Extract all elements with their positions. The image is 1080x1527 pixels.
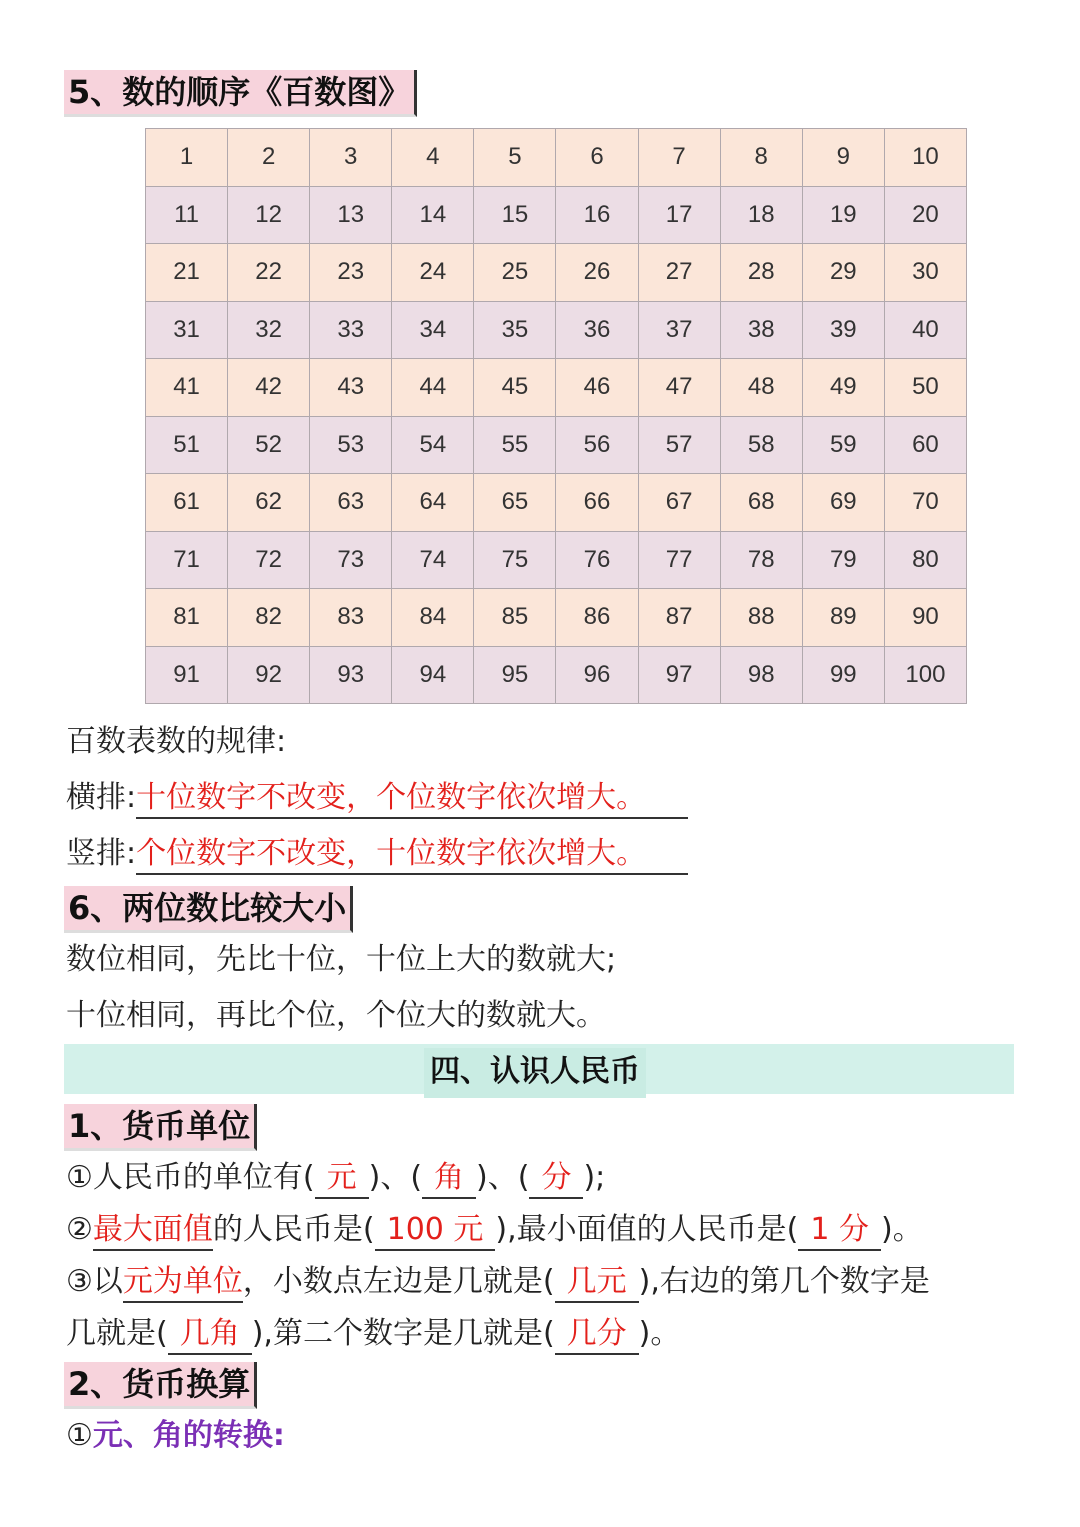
rule-col-label: 竖排:: [66, 836, 137, 871]
q3-mid-3: ),第二个数字是几就是(: [251, 1316, 555, 1351]
conversion-item-1-num: ①: [66, 1418, 93, 1453]
chart-cell: 98: [720, 646, 802, 704]
chart-cell: 55: [474, 416, 556, 474]
chart-cell: 22: [228, 244, 310, 302]
chart-cell: 53: [310, 416, 392, 474]
money-units-heading: 1、货币单位: [64, 1104, 257, 1151]
chart-row: [146, 359, 967, 417]
chart-cell: 8: [720, 129, 802, 187]
chart-row: [146, 129, 967, 187]
chart-cell: 66: [556, 474, 638, 532]
conversion-item-1: [66, 1416, 285, 1456]
chart-cell: 34: [392, 301, 474, 359]
chart-row: [146, 589, 967, 647]
q3-num: ③以: [66, 1264, 123, 1299]
chart-cell: 36: [556, 301, 638, 359]
chart-cell: 95: [474, 646, 556, 704]
chart-cell: 29: [802, 244, 884, 302]
chart-cell: 84: [392, 589, 474, 647]
hundred-chart: [145, 128, 967, 704]
chart-cell: 28: [720, 244, 802, 302]
chart-cell: 61: [146, 474, 228, 532]
chart-cell: 88: [720, 589, 802, 647]
q1-prefix: ①人民币的单位有(: [66, 1160, 315, 1195]
chart-cell: 77: [638, 531, 720, 589]
rule-col: [66, 834, 688, 875]
chart-cell: 10: [884, 129, 966, 187]
chart-cell: 63: [310, 474, 392, 532]
chart-cell: 56: [556, 416, 638, 474]
chart-cell: 27: [638, 244, 720, 302]
chart-row: [146, 416, 967, 474]
chart-cell: 94: [392, 646, 474, 704]
money-conversion-heading: 2、货币换算: [64, 1362, 257, 1409]
chart-cell: 13: [310, 186, 392, 244]
chart-row: [146, 474, 967, 532]
q1-end: );: [583, 1160, 606, 1195]
chart-cell: 99: [802, 646, 884, 704]
q3-mid-2: ),右边的第几个数字是: [638, 1264, 930, 1299]
q2-answer-max: 100 元: [375, 1211, 496, 1251]
units-q1: [66, 1158, 605, 1199]
chart-cell: 15: [474, 186, 556, 244]
rules-intro: 百数表数的规律:: [66, 724, 287, 759]
chart-cell: 38: [720, 301, 802, 359]
q2-mid: 的人民币是(: [212, 1212, 375, 1247]
q2-end: )。: [881, 1212, 923, 1247]
chart-cell: 41: [146, 359, 228, 417]
chart-cell: 30: [884, 244, 966, 302]
chart-row: [146, 646, 967, 704]
chart-cell: 32: [228, 301, 310, 359]
chart-cell: 93: [310, 646, 392, 704]
chart-cell: 68: [720, 474, 802, 532]
chart-cell: 40: [884, 301, 966, 359]
chart-cell: 50: [884, 359, 966, 417]
chart-cell: 26: [556, 244, 638, 302]
chart-cell: 70: [884, 474, 966, 532]
chart-cell: 54: [392, 416, 474, 474]
chart-cell: 49: [802, 359, 884, 417]
rule-row-text: 十位数字不改变，个位数字依次增大。: [136, 779, 688, 819]
chart-cell: 80: [884, 531, 966, 589]
chart-cell: 91: [146, 646, 228, 704]
chart-cell: 67: [638, 474, 720, 532]
rule-row: [66, 778, 688, 819]
chart-cell: 97: [638, 646, 720, 704]
chart-cell: 33: [310, 301, 392, 359]
rule-row-label: 横排:: [66, 780, 137, 815]
q3-line2-prefix: 几就是(: [66, 1316, 168, 1351]
chart-cell: 86: [556, 589, 638, 647]
chart-cell: 65: [474, 474, 556, 532]
conversion-item-1-text: 元、角的转换:: [92, 1418, 285, 1453]
rule-col-text: 个位数字不改变，十位数字依次增大。: [136, 835, 688, 875]
chart-cell: 6: [556, 129, 638, 187]
chart-cell: 71: [146, 531, 228, 589]
q3-answer-yuan: 几元: [555, 1263, 639, 1303]
q2-mid-2: ),最小面值的人民币是(: [495, 1212, 799, 1247]
q2-num: ②: [66, 1212, 93, 1247]
chart-cell: 100: [884, 646, 966, 704]
units-q3-line-2: [66, 1314, 680, 1355]
chart-cell: 76: [556, 531, 638, 589]
chart-cell: 89: [802, 589, 884, 647]
chart-cell: 3: [310, 129, 392, 187]
chart-cell: 1: [146, 129, 228, 187]
q2-emphasis: 最大面值: [93, 1211, 213, 1251]
chart-row: [146, 301, 967, 359]
chart-cell: 19: [802, 186, 884, 244]
chart-cell: 44: [392, 359, 474, 417]
compare-line-1: 数位相同，先比十位，十位上大的数就大;: [66, 942, 617, 977]
chart-cell: 42: [228, 359, 310, 417]
chart-cell: 16: [556, 186, 638, 244]
chart-cell: 87: [638, 589, 720, 647]
chart-cell: 25: [474, 244, 556, 302]
q1-sep-1: )、(: [368, 1160, 423, 1195]
chart-row: [146, 531, 967, 589]
chart-cell: 59: [802, 416, 884, 474]
chart-cell: 96: [556, 646, 638, 704]
chart-cell: 47: [638, 359, 720, 417]
q1-answer-fen: 分: [529, 1159, 583, 1199]
q3-answer-jiao: 几角: [168, 1315, 252, 1355]
chart-cell: 21: [146, 244, 228, 302]
chart-cell: 52: [228, 416, 310, 474]
chart-row: [146, 244, 967, 302]
chart-cell: 5: [474, 129, 556, 187]
chart-cell: 48: [720, 359, 802, 417]
units-q2: [66, 1210, 923, 1251]
chart-cell: 23: [310, 244, 392, 302]
chart-cell: 45: [474, 359, 556, 417]
chart-cell: 18: [720, 186, 802, 244]
chart-cell: 20: [884, 186, 966, 244]
chart-cell: 60: [884, 416, 966, 474]
chart-cell: 31: [146, 301, 228, 359]
chart-cell: 64: [392, 474, 474, 532]
chart-cell: 35: [474, 301, 556, 359]
chart-cell: 2: [228, 129, 310, 187]
chart-cell: 74: [392, 531, 474, 589]
chart-cell: 85: [474, 589, 556, 647]
q3-answer-fen: 几分: [555, 1315, 639, 1355]
chart-cell: 69: [802, 474, 884, 532]
section-6-heading: 6、两位数比较大小: [64, 886, 353, 933]
chart-cell: 51: [146, 416, 228, 474]
chart-cell: 90: [884, 589, 966, 647]
chart-cell: 37: [638, 301, 720, 359]
chart-cell: 72: [228, 531, 310, 589]
q3-mid: ，小数点左边是几就是(: [242, 1264, 555, 1299]
chart-cell: 82: [228, 589, 310, 647]
chart-cell: 17: [638, 186, 720, 244]
compare-line-2: 十位相同，再比个位，个位大的数就大。: [66, 998, 606, 1033]
chart-cell: 81: [146, 589, 228, 647]
chart-cell: 12: [228, 186, 310, 244]
chart-cell: 7: [638, 129, 720, 187]
chart-cell: 43: [310, 359, 392, 417]
chart-cell: 24: [392, 244, 474, 302]
chart-cell: 78: [720, 531, 802, 589]
chart-cell: 92: [228, 646, 310, 704]
section-5-heading: 5、数的顺序《百数图》: [64, 70, 417, 117]
part-4-title: 四、认识人民币: [424, 1048, 646, 1098]
chart-row: [146, 186, 967, 244]
chart-cell: 83: [310, 589, 392, 647]
chart-cell: 75: [474, 531, 556, 589]
q1-answer-yuan: 元: [315, 1159, 369, 1199]
chart-cell: 79: [802, 531, 884, 589]
chart-cell: 9: [802, 129, 884, 187]
q2-answer-min: 1 分: [798, 1211, 881, 1251]
chart-cell: 73: [310, 531, 392, 589]
chart-cell: 11: [146, 186, 228, 244]
hundred-chart-table: [145, 128, 967, 704]
q3-emphasis: 元为单位: [123, 1263, 243, 1303]
chart-cell: 57: [638, 416, 720, 474]
q1-answer-jiao: 角: [422, 1159, 476, 1199]
chart-cell: 46: [556, 359, 638, 417]
units-q3-line-1: [66, 1262, 930, 1303]
q1-sep-2: )、(: [476, 1160, 530, 1195]
chart-cell: 58: [720, 416, 802, 474]
q3-end: )。: [638, 1316, 681, 1351]
chart-cell: 39: [802, 301, 884, 359]
chart-cell: 4: [392, 129, 474, 187]
chart-cell: 14: [392, 186, 474, 244]
chart-cell: 62: [228, 474, 310, 532]
